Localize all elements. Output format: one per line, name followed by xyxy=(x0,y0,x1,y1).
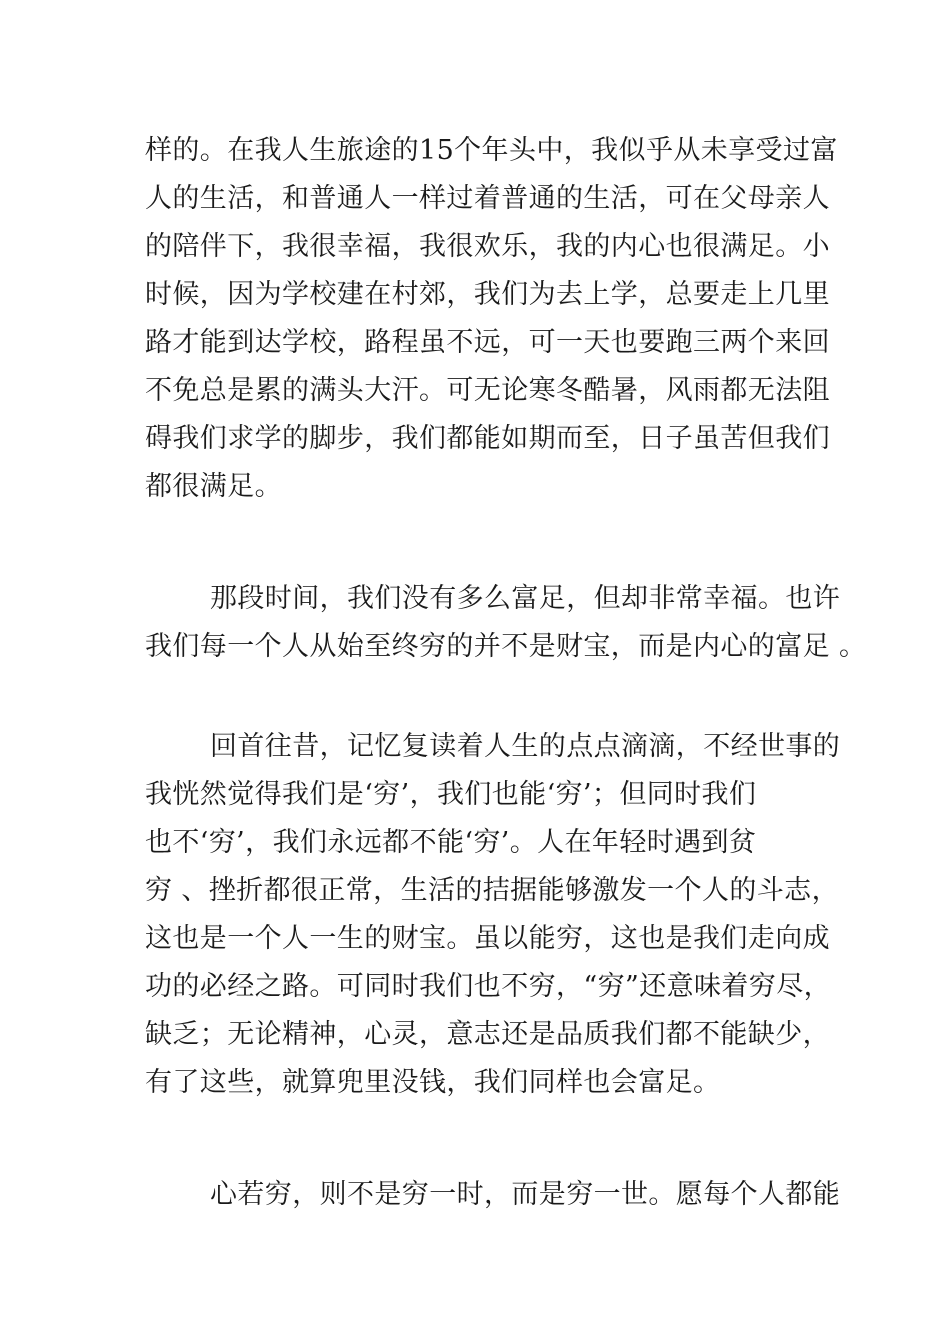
paragraph-1-line-6: 不免总是累的满头大汗。可无论寒冬酷暑，风雨都无法阻 xyxy=(145,375,830,406)
paragraph-3-line-2: 我恍然觉得我们是‘穷’，我们也能‘穷’；但同时我们 xyxy=(145,779,757,810)
paragraph-4-line-1: 心若穷，则不是穷一时，而是穷一世。愿每个人都能 xyxy=(210,1179,841,1210)
paragraph-1-line-2: 人的生活，和普通人一样过着普通的生活，可在父母亲人 xyxy=(145,183,830,214)
paragraph-1-line-4: 时候，因为学校建在村郊，我们为去上学，总要走上几里 xyxy=(145,279,830,310)
paragraph-1-line-7: 碍我们求学的脚步，我们都能如期而至，日子虽苦但我们 xyxy=(145,423,830,454)
paragraph-3-line-8: 有了这些，就算兜里没钱，我们同样也会富足。 xyxy=(145,1067,721,1098)
paragraph-3-line-5: 这也是一个人一生的财宝。虽以能穷，这也是我们走向成 xyxy=(145,923,830,954)
paragraph-3-line-3: 也不‘穷’，我们永远都不能‘穷’。人在年轻时遇到贫 xyxy=(145,827,757,858)
paragraph-1-line-8: 都很满足。 xyxy=(145,471,282,502)
paragraph-2-line-1: 那段时间，我们没有多么富足，但却非常幸福。也许 xyxy=(210,583,841,614)
paragraph-1-line-1: 样的。在我人生旅途的15个年头中，我似乎从未享受过富 xyxy=(145,135,838,166)
paragraph-3-line-4: 穷 、挫折都很正常，生活的拮据能够激发一个人的斗志， xyxy=(145,875,839,906)
paragraph-3-line-7: 缺乏；无论精神，心灵，意志还是品质我们都不能缺少， xyxy=(145,1019,830,1050)
paragraph-3-line-6: 功的必经之路。可同时我们也不穷，“穷”还意味着穷尽， xyxy=(145,971,832,1002)
paragraph-2-line-2: 我们每一个人从始至终穷的并不是财宝，而是内心的富足 。 xyxy=(145,631,867,662)
paragraph-3-line-1: 回首往昔，记忆复读着人生的点点滴滴，不经世事的 xyxy=(210,731,841,762)
paragraph-1-line-5: 路才能到达学校，路程虽不远，可一天也要跑三两个来回 xyxy=(145,327,830,358)
paragraph-1-line-3: 的陪伴下，我很幸福，我很欢乐，我的内心也很满足。小 xyxy=(145,231,830,262)
